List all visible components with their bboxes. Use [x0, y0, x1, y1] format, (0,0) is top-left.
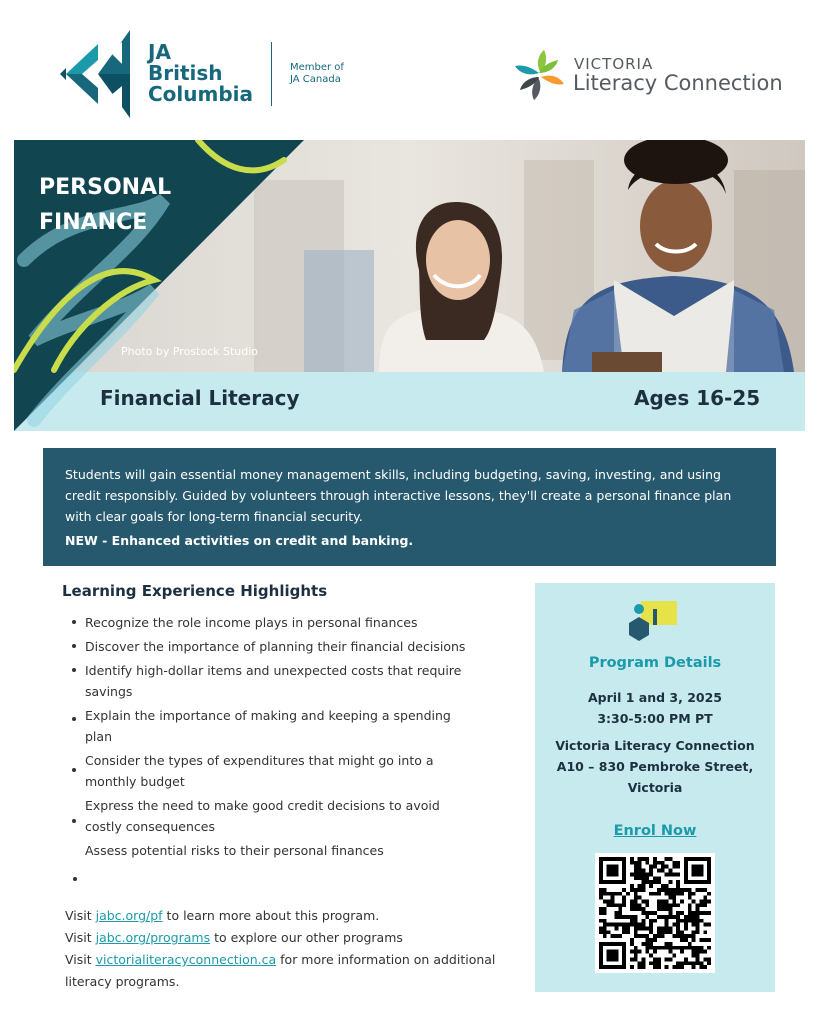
- list-item: [85, 612, 480, 633]
- bullet-icon: [72, 819, 76, 823]
- venue-line-1: Victoria Literacy Connection: [555, 738, 755, 753]
- list-item: [85, 636, 480, 657]
- ja-logo-line-1: JA: [148, 40, 171, 64]
- program-details-panel: [535, 583, 775, 992]
- link-suffix: to explore our other programs: [210, 930, 403, 945]
- link-suffix: for more information on additional literacy programs.: [65, 952, 496, 989]
- hero-title-line-1: PERSONAL: [39, 175, 172, 200]
- program-details-title: Program Details: [588, 655, 722, 671]
- link-line: [65, 927, 505, 949]
- bullet-icon: [72, 644, 76, 648]
- qr-code-graphic: [599, 857, 711, 969]
- program-time: 3:30-5:00 PM PT: [597, 711, 713, 726]
- program-schedule: [535, 687, 775, 729]
- link-suffix: to learn more about this program.: [162, 908, 380, 923]
- list-item-text: Assess potential risks to their personal finances: [85, 843, 384, 858]
- hero-banner: [14, 140, 805, 431]
- header: [0, 0, 819, 140]
- venue-line-3: Victoria: [627, 780, 683, 795]
- link-line: [65, 905, 505, 927]
- list-item-text: Consider the types of expenditures that might go into a monthly budget: [85, 753, 434, 789]
- list-item: [85, 795, 480, 837]
- ja-logo-text: [148, 42, 253, 105]
- bullet-icon: [73, 877, 77, 881]
- vlc-website-link[interactable]: victorialiteracyconnection.ca: [95, 952, 277, 967]
- jabc-pf-link[interactable]: jabc.org/pf: [95, 908, 163, 923]
- bullet-icon: [72, 668, 76, 672]
- link-line: [65, 949, 505, 993]
- member-line-2: JA Canada: [290, 74, 341, 85]
- person-board-icon: [625, 599, 685, 643]
- highlights-list: [85, 612, 480, 864]
- list-item: [85, 840, 480, 861]
- list-item-text: Express the need to make good credit decisions to avoid costly consequences: [85, 798, 440, 834]
- list-item: [85, 705, 480, 747]
- program-venue: [535, 735, 775, 798]
- bullet-icon: [72, 620, 76, 624]
- hero-title: [39, 170, 171, 240]
- member-text: [290, 62, 344, 86]
- highlights-title: Learning Experience Highlights: [62, 582, 328, 600]
- ja-logo-icon: [60, 30, 136, 118]
- link-prefix: Visit: [65, 930, 96, 945]
- program-date: April 1 and 3, 2025: [588, 690, 722, 705]
- bullet-icon: [72, 768, 76, 772]
- list-item-text: Recognize the role income plays in personal finances: [85, 615, 418, 630]
- list-item-text: Identify high-dollar items and unexpected costs that require savings: [85, 663, 462, 699]
- list-item-text: Discover the importance of planning their financial decisions: [85, 639, 466, 654]
- intro-text: Students will gain essential money management skills, including budgeting, saving, investing, and using credit responsibly. Guided by volunteers through interactive lessons, they'll create a personal finance plan with clear goals for long-term financial security.: [65, 467, 732, 524]
- list-item-text: Explain the importance of making and keeping a spending plan: [85, 708, 451, 744]
- photo-credit: Photo by Prostock Studio: [121, 345, 259, 358]
- bullet-icon: [72, 717, 76, 721]
- intro-box: [43, 448, 776, 566]
- link-prefix: Visit: [65, 908, 96, 923]
- links-section: [65, 905, 505, 993]
- vlc-logo-text-bottom: Literacy Connection: [573, 71, 783, 95]
- age-range: Ages 16-25: [634, 386, 761, 410]
- vlc-logo-text-top: VICTORIA: [574, 55, 654, 73]
- venue-line-2: A10 – 830 Pembroke Street,: [556, 759, 754, 774]
- enrol-now-link[interactable]: Enrol Now: [613, 823, 697, 839]
- vlc-logo-icon: [512, 48, 566, 102]
- list-item: [85, 660, 480, 702]
- program-subject: Financial Literacy: [100, 386, 300, 410]
- new-note: NEW - Enhanced activities on credit and banking.: [65, 533, 414, 548]
- logo-divider: [271, 42, 272, 106]
- hero-title-line-2: FINANCE: [39, 210, 148, 235]
- list-item: [85, 750, 480, 792]
- jabc-programs-link[interactable]: jabc.org/programs: [95, 930, 211, 945]
- ja-logo-line-3: Columbia: [148, 82, 254, 106]
- member-line-1: Member of: [290, 62, 344, 73]
- ja-logo-line-2: British: [148, 61, 223, 85]
- qr-code-icon[interactable]: [595, 853, 715, 973]
- link-prefix: Visit: [65, 952, 96, 967]
